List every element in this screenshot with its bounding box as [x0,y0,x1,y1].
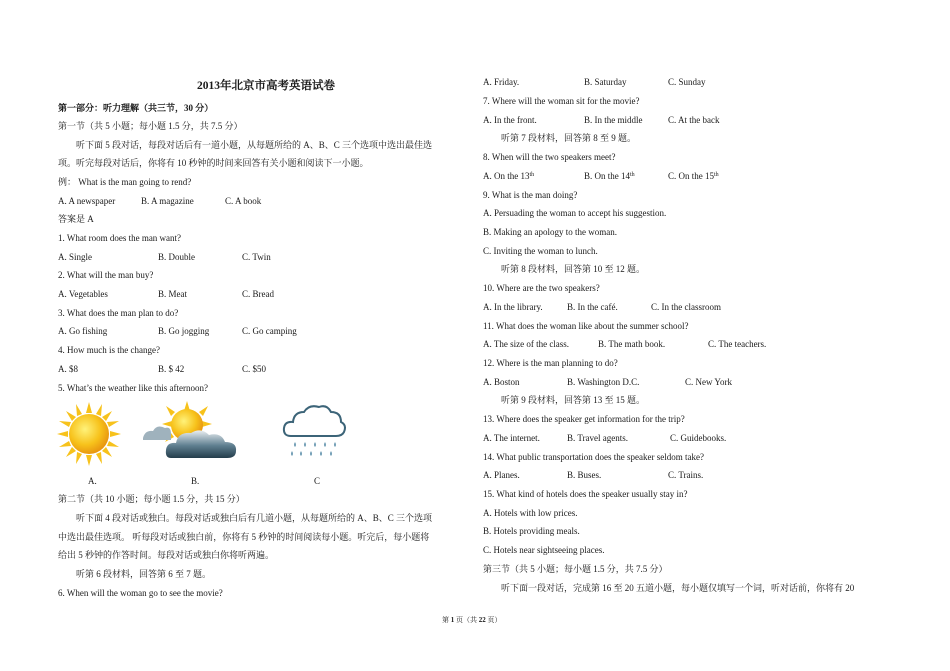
option [584,170,635,182]
option-text: B. On the 14 [584,171,630,181]
option-text: A. On the 13 [483,171,530,181]
option: C. Bread [242,289,274,299]
option: C. New York [685,377,733,387]
question-9: 9. What is the man doing? [483,190,578,200]
question-11: 11. What does the woman like about the summer school? [483,321,689,331]
section2-instruction: 给出 5 秒钟的作答时间。每段对话或独白你将听两遍。 [58,550,275,560]
option: B. In the café. [567,302,618,312]
question-5: 5. What’s the weather like this afternoon? [58,383,209,393]
question-13: 13. Where does the speaker get information for the trip? [483,414,685,424]
question-3: 3. What does the man plan to do? [58,308,179,318]
option: A. Persuading the woman to accept his suggestion. [483,208,667,218]
footer-text: 页） [485,616,502,624]
option: B. Saturday [584,77,627,87]
option: B. Meat [158,289,187,299]
option: C. Twin [242,252,271,262]
example-question: 例： What is the man going to rend? [58,177,192,187]
question-15: 15. What kind of hotels does the speaker usually stay in? [483,489,688,499]
example-answer: 答案是 A [58,214,94,224]
option: A. Planes. [483,470,520,480]
option: A. Friday. [483,77,520,87]
option: C. Inviting the woman to lunch. [483,246,598,256]
option: C. Hotels near sightseeing places. [483,545,605,555]
picture-label: B. [191,476,200,486]
option: C. $50 [242,364,267,374]
option: A. In the library. [483,302,543,312]
option: A. Boston [483,377,520,387]
picture-label: C [314,476,321,486]
option: A. Go fishing [58,326,108,336]
option: A. In the front. [483,115,537,125]
section1-instruction: 听下面 5 段对话，每段对话后有一道小题，从每题所给的 A、B、C 三个选项中选出最佳选 [76,140,433,150]
footer-text: 第 [442,616,451,624]
option: A. $8 [58,364,78,374]
option: B. The math book. [598,339,666,349]
page-title: 2013年北京市高考英语试卷 [197,80,335,92]
material-note: 听第 6 段材料，回答第 6 至 7 题。 [76,569,212,579]
option: C. At the back [668,115,720,125]
option: A. The size of the class. [483,339,570,349]
option: B. Double [158,252,195,262]
page-number: 1 [450,616,455,624]
option: C. Guidebooks. [670,433,727,443]
option [483,170,534,182]
total-pages: 22 [478,616,486,624]
rain-icon [281,402,347,460]
material-note: 听第 7 段材料，回答第 8 至 9 题。 [501,133,637,143]
option: A. Vegetables [58,289,108,299]
option: C. Trains. [668,470,704,480]
footer-text: 页（共 [454,616,479,624]
ordinal-suffix: th [714,172,719,178]
material-note: 听第 8 段材料，回答第 10 至 12 题。 [501,264,646,274]
option: B. $ 42 [158,364,185,374]
option: A. Single [58,252,93,262]
question-4: 4. How much is the change? [58,345,160,355]
option: B. Hotels providing meals. [483,526,580,536]
example-option: A. A newspaper [58,196,116,206]
sunny-icon [56,401,122,467]
option: C. The teachers. [708,339,767,349]
partly-cloudy-icon [141,400,239,464]
section3-heading: 第三节（共 5 小题；每小题 1.5 分，共 7.5 分） [483,564,668,574]
question-2: 2. What will the man buy? [58,270,154,280]
question-8: 8. When will the two speakers meet? [483,152,616,162]
option: A. Hotels with low prices. [483,508,578,518]
section2-instruction: 中选出最佳选项。 听每段对话或独白前，你将有 5 秒钟的时间阅读每小题。听完后，每小题将 [58,532,430,542]
part1-heading: 第一部分：听力理解（共三节，30 分） [58,103,214,113]
question-7: 7. Where will the woman sit for the movie? [483,96,640,106]
question-10: 10. Where are the two speakers? [483,283,600,293]
question-14: 14. What public transportation does the speaker seldom take? [483,452,705,462]
example-option: C. A book [225,196,262,206]
section1-heading: 第一节（共 5 小题；每小题 1.5 分，共 7.5 分） [58,121,243,131]
section2-heading: 第二节（共 10 小题；每小题 1.5 分，共 15 分） [58,494,245,504]
option: B. Go jogging [158,326,210,336]
material-note: 听第 9 段材料，回答第 13 至 15 题。 [501,395,646,405]
option: B. Washington D.C. [567,377,640,387]
question-1: 1. What room does the man want? [58,233,182,243]
section1-instruction: 项。听完每段对话后，你将有 10 秒钟的时间来回答有关小题和阅读下一小题。 [58,158,369,168]
option: A. The internet. [483,433,540,443]
ordinal-suffix: th [529,172,535,178]
option: C. In the classroom [651,302,721,312]
option: C. Go camping [242,326,297,336]
option: C. Sunday [668,77,706,87]
option [668,170,719,182]
option: B. Making an apology to the woman. [483,227,617,237]
picture-label: A. [88,476,97,486]
ordinal-suffix: th [630,172,635,178]
option: B. In the middle [584,115,643,125]
page-footer [442,614,502,626]
section3-instruction: 听下面一段对话，完成第 16 至 20 五道小题，每小题仅填写一个词，听对话前，你将有 20 [501,583,855,593]
option-text: C. On the 15 [668,171,714,181]
option: B. Buses. [567,470,602,480]
question-12: 12. Where is the man planning to do? [483,358,618,368]
section2-instruction: 听下面 4 段对话或独白。每段对话或独白后有几道小题，从每题所给的 A、B、C 三个选项 [76,513,433,523]
example-option: B. A magazine [141,196,194,206]
option: B. Travel agents. [567,433,629,443]
question-6: 6. When will the woman go to see the movie? [58,588,223,598]
